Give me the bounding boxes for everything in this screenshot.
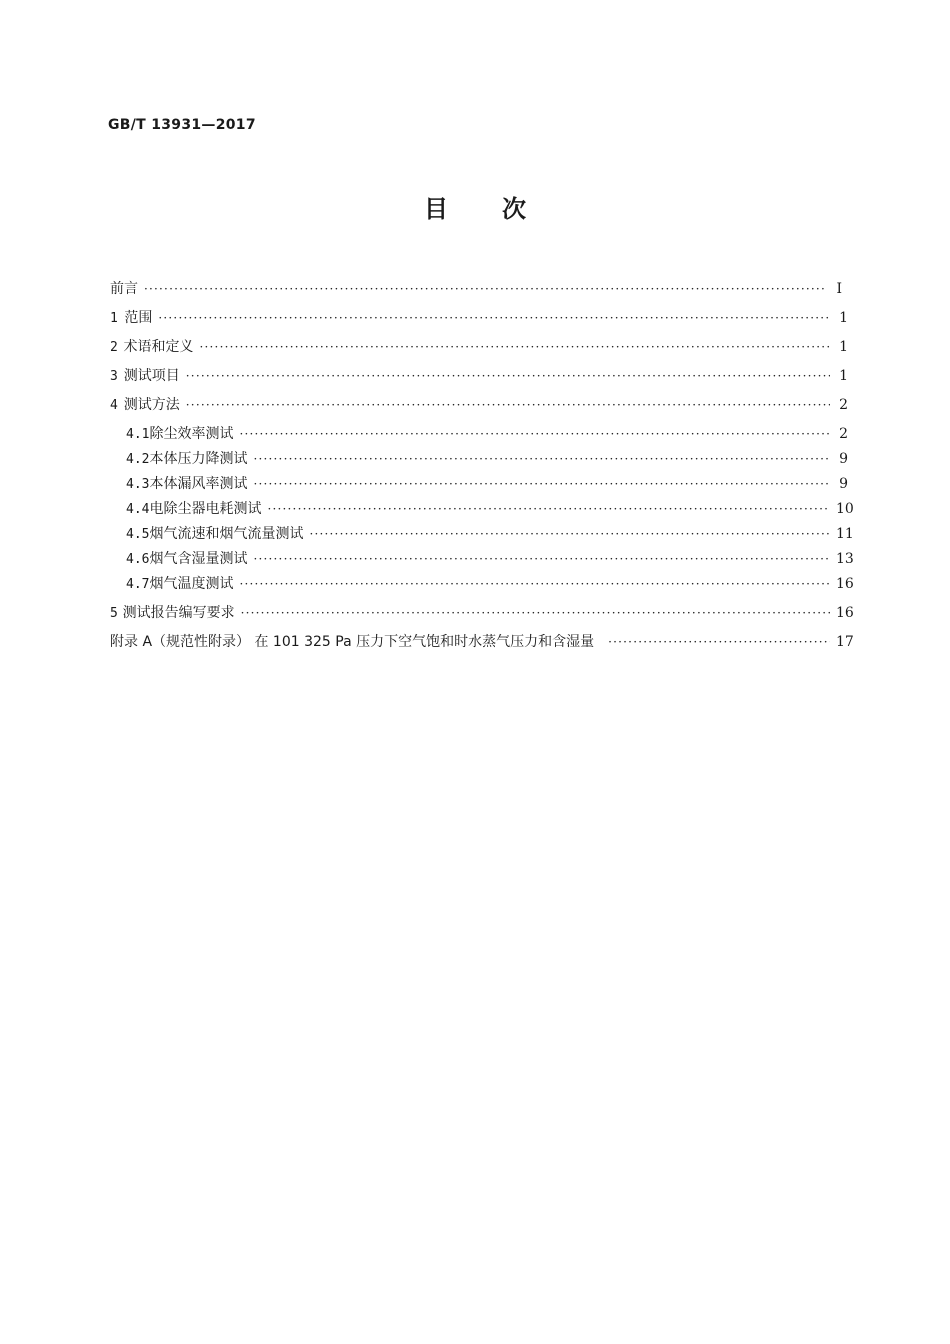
toc-entry-label: 烟气含湿量测试: [149, 551, 248, 567]
toc-leader-dots: [158, 307, 830, 329]
toc-entry-test-methods[interactable]: [110, 394, 848, 416]
toc-entry-page: 1: [839, 310, 848, 326]
toc-entry-pressure-drop[interactable]: [126, 448, 848, 470]
toc-entry-label: 电除尘器电耗测试: [149, 501, 262, 517]
toc-leader-dots: [144, 278, 824, 300]
toc-entry-label: 测试方法: [123, 397, 180, 413]
toc-leader-dots: [186, 365, 830, 387]
toc-entry-label: 除尘效率测试: [149, 426, 234, 442]
toc-entry-page: 13: [836, 551, 854, 567]
toc-entry-page: 16: [836, 605, 854, 621]
toc-leader-dots: [253, 548, 830, 570]
toc-entry-number: 4: [110, 398, 118, 413]
toc-leader-dots: [253, 448, 830, 470]
page-title: 目次: [424, 195, 580, 223]
toc-leader-dots: [200, 336, 830, 358]
toc-entry-number: 2: [110, 340, 118, 355]
toc-entry-page: 1: [839, 339, 848, 355]
toc-entry-label: 术语和定义: [123, 339, 194, 355]
toc-entry-moisture-content[interactable]: [126, 548, 854, 570]
toc-leader-dots: [241, 602, 830, 624]
toc-entry-label: 测试报告编写要求: [122, 605, 235, 621]
toc-entry-number: 4.5: [126, 527, 150, 542]
toc-entry-page: 9: [839, 451, 848, 467]
toc-entry-number: 4.6: [126, 552, 150, 567]
toc-entry-number: 4.3: [126, 477, 150, 492]
toc-entry-number: 4.7: [126, 577, 150, 592]
toc-entry-page: 2: [839, 426, 848, 442]
toc-leader-dots: [253, 473, 830, 495]
toc-entry-scope[interactable]: [110, 307, 848, 329]
toc-entry-label: 范围: [124, 310, 153, 326]
toc-entry-label: 烟气温度测试: [149, 576, 234, 592]
toc-entry-number: 4.4: [126, 502, 150, 517]
toc-entry-number: 5: [110, 606, 118, 621]
toc-entry-appendix-a[interactable]: [110, 631, 854, 653]
toc-entry-page: 2: [839, 397, 848, 413]
toc-entry-number: 4.1: [126, 427, 150, 442]
toc-entry-number: 3: [110, 369, 118, 384]
toc-entry-label: 烟气流速和烟气流量测试: [149, 526, 304, 542]
toc-entry-number: 4.2: [126, 452, 150, 467]
toc-entry-label: 本体压力降测试: [149, 451, 248, 467]
toc-entry-test-items[interactable]: [110, 365, 848, 387]
toc-leader-dots: [309, 523, 830, 545]
toc-entry-page: 9: [839, 476, 848, 492]
toc-entry-label: 本体漏风率测试: [149, 476, 248, 492]
toc-entry-page: 16: [836, 576, 854, 592]
toc-entry-page: 10: [836, 501, 854, 517]
toc-leader-dots: [239, 573, 830, 595]
toc-entry-flue-gas-flow[interactable]: [126, 523, 854, 545]
toc-entry-page: Ⅰ: [836, 281, 842, 297]
toc-entry-foreword[interactable]: [110, 278, 842, 300]
toc-entry-page: 11: [836, 526, 854, 542]
toc-entry-label: 测试项目: [123, 368, 180, 384]
toc-leader-dots: [186, 394, 830, 416]
toc-leader-dots: [267, 498, 830, 520]
toc-entry-page: 17: [836, 634, 854, 650]
toc-entry-label: 前言: [110, 281, 138, 297]
toc-entry-number: 1: [110, 311, 118, 326]
toc-entry-flue-gas-temperature[interactable]: [126, 573, 854, 595]
toc-leader-dots: [239, 423, 830, 445]
toc-leader-dots: [608, 631, 830, 653]
toc-entry-air-leakage[interactable]: [126, 473, 848, 495]
toc-entry-power-consumption[interactable]: [126, 498, 854, 520]
toc-entry-label: 附录 A（规范性附录） 在 101 325 Pa 压力下空气饱和时水蒸气压力和含湿量: [110, 634, 595, 650]
toc-entry-dust-removal-efficiency[interactable]: [126, 423, 848, 445]
toc-entry-test-report[interactable]: [110, 602, 854, 624]
toc-entry-terms[interactable]: [110, 336, 848, 358]
toc-entry-page: 1: [839, 368, 848, 384]
standard-code: GB/T 13931—2017: [108, 117, 256, 133]
